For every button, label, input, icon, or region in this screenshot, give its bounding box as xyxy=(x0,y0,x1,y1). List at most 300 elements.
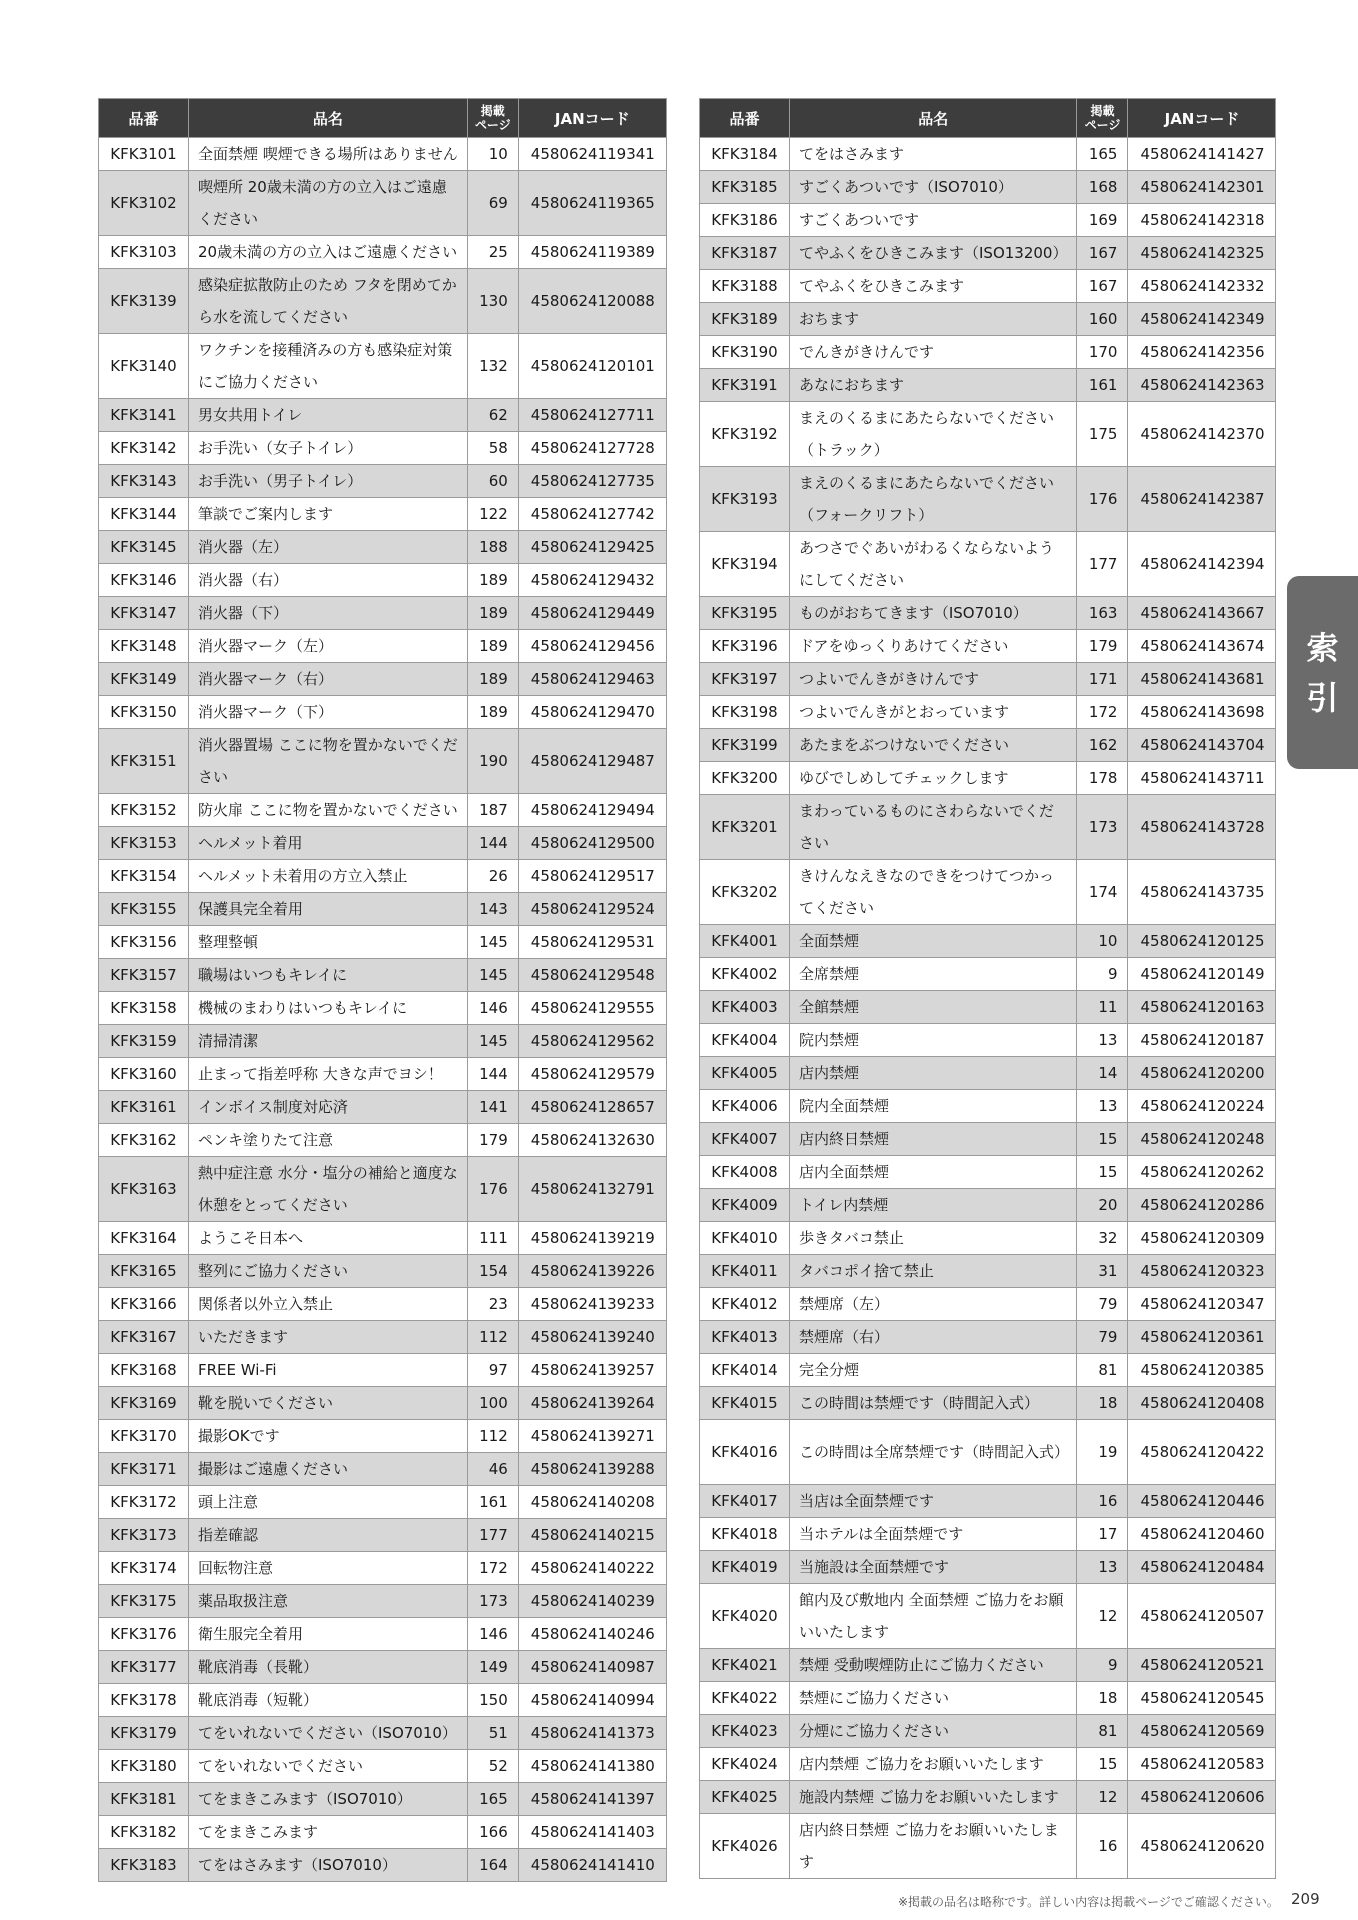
product-code: KFK3191 xyxy=(700,369,790,402)
page-ref: 12 xyxy=(1077,1780,1128,1813)
product-code: KFK3190 xyxy=(700,336,790,369)
table-row xyxy=(99,1058,667,1091)
product-name: 消火器マーク（右） xyxy=(189,663,468,696)
product-name: てをはさみます（ISO7010） xyxy=(189,1849,468,1882)
product-name: まわっているものにさわらないでください xyxy=(790,795,1077,860)
page-ref: 161 xyxy=(1077,369,1128,402)
jan-code: 4580624119389 xyxy=(518,236,666,269)
jan-code: 4580624140215 xyxy=(518,1519,666,1552)
page-ref: 51 xyxy=(467,1717,518,1750)
jan-code: 4580624120262 xyxy=(1128,1156,1276,1189)
jan-code: 4580624120507 xyxy=(1128,1583,1276,1648)
table-row xyxy=(99,531,667,564)
product-code: KFK3197 xyxy=(700,663,790,696)
jan-code: 4580624129449 xyxy=(518,597,666,630)
product-code: KFK4004 xyxy=(700,1024,790,1057)
product-code: KFK4016 xyxy=(700,1420,790,1485)
product-code: KFK4023 xyxy=(700,1714,790,1747)
product-code: KFK3140 xyxy=(99,334,189,399)
jan-code: 4580624142349 xyxy=(1128,303,1276,336)
table-row xyxy=(700,204,1276,237)
page-ref: 79 xyxy=(1077,1288,1128,1321)
page-ref: 187 xyxy=(467,794,518,827)
product-name: 当店は全面禁煙です xyxy=(790,1484,1077,1517)
product-name: 消火器置場 ここに物を置かないでください xyxy=(189,729,468,794)
table-row xyxy=(99,794,667,827)
table-row xyxy=(99,959,667,992)
product-code: KFK3171 xyxy=(99,1453,189,1486)
table-row xyxy=(99,1387,667,1420)
index-table-right xyxy=(699,98,1276,1879)
page-ref: 169 xyxy=(1077,204,1128,237)
product-code: KFK3154 xyxy=(99,860,189,893)
jan-code: 4580624132630 xyxy=(518,1124,666,1157)
product-name: 感染症拡散防止のため フタを閉めてから水を流してください xyxy=(189,269,468,334)
product-name: てをまきこみます xyxy=(189,1816,468,1849)
jan-code: 4580624143728 xyxy=(1128,795,1276,860)
product-name: あたまをぶつけないでください xyxy=(790,729,1077,762)
page-ref: 11 xyxy=(1077,991,1128,1024)
jan-code: 4580624143667 xyxy=(1128,597,1276,630)
product-code: KFK4025 xyxy=(700,1780,790,1813)
page-ref: 189 xyxy=(467,696,518,729)
page-ref: 81 xyxy=(1077,1714,1128,1747)
page-ref: 31 xyxy=(1077,1255,1128,1288)
product-code: KFK4018 xyxy=(700,1517,790,1550)
table-row xyxy=(700,1747,1276,1780)
product-code: KFK3157 xyxy=(99,959,189,992)
product-name: 職場はいつもキレイに xyxy=(189,959,468,992)
jan-code: 4580624120101 xyxy=(518,334,666,399)
page-ref: 9 xyxy=(1077,1648,1128,1681)
jan-code: 4580624120569 xyxy=(1128,1714,1276,1747)
table-row xyxy=(99,564,667,597)
product-name: てやふくをひきこみます（ISO13200） xyxy=(790,237,1077,270)
product-code: KFK3174 xyxy=(99,1552,189,1585)
jan-code: 4580624143698 xyxy=(1128,696,1276,729)
jan-code: 4580624139257 xyxy=(518,1354,666,1387)
jan-code: 4580624120125 xyxy=(1128,925,1276,958)
jan-code: 4580624143704 xyxy=(1128,729,1276,762)
page-ref: 100 xyxy=(467,1387,518,1420)
product-name: 止まって指差呼称 大きな声でヨシ！ xyxy=(189,1058,468,1091)
jan-code: 4580624120347 xyxy=(1128,1288,1276,1321)
jan-code: 4580624139264 xyxy=(518,1387,666,1420)
jan-code: 4580624139271 xyxy=(518,1420,666,1453)
table-row xyxy=(700,1681,1276,1714)
jan-code: 4580624119341 xyxy=(518,138,666,171)
jan-code: 4580624120385 xyxy=(1128,1354,1276,1387)
header-jan: JANコード xyxy=(518,99,666,138)
product-code: KFK3177 xyxy=(99,1651,189,1684)
jan-code: 4580624120446 xyxy=(1128,1484,1276,1517)
page-ref: 172 xyxy=(1077,696,1128,729)
page-ref: 143 xyxy=(467,893,518,926)
product-name: すごくあついです xyxy=(790,204,1077,237)
page-ref: 175 xyxy=(1077,402,1128,467)
table-row xyxy=(99,893,667,926)
table-row xyxy=(700,696,1276,729)
table-row xyxy=(700,336,1276,369)
jan-code: 4580624140987 xyxy=(518,1651,666,1684)
product-name: 靴を脱いでください xyxy=(189,1387,468,1420)
product-code: KFK3178 xyxy=(99,1684,189,1717)
product-code: KFK3166 xyxy=(99,1288,189,1321)
jan-code: 4580624120521 xyxy=(1128,1648,1276,1681)
jan-code: 4580624142301 xyxy=(1128,171,1276,204)
page-ref: 13 xyxy=(1077,1090,1128,1123)
table-row xyxy=(700,729,1276,762)
product-name: あつさでぐあいがわるくならないようにしてください xyxy=(790,532,1077,597)
page-ref: 149 xyxy=(467,1651,518,1684)
page-ref: 176 xyxy=(467,1157,518,1222)
index-table-left xyxy=(98,98,667,1882)
table-row xyxy=(99,1255,667,1288)
product-code: KFK3180 xyxy=(99,1750,189,1783)
jan-code: 4580624120422 xyxy=(1128,1420,1276,1485)
product-name: てやふくをひきこみます xyxy=(790,270,1077,303)
product-name: てをまきこみます（ISO7010） xyxy=(189,1783,468,1816)
page-ref: 18 xyxy=(1077,1387,1128,1420)
product-name: この時間は禁煙です（時間記入式） xyxy=(790,1387,1077,1420)
jan-code: 4580624142325 xyxy=(1128,237,1276,270)
product-code: KFK4019 xyxy=(700,1550,790,1583)
page-ref: 176 xyxy=(1077,467,1128,532)
product-name: おちます xyxy=(790,303,1077,336)
product-name: てをいれないでください（ISO7010） xyxy=(189,1717,468,1750)
jan-code: 4580624129494 xyxy=(518,794,666,827)
product-name: お手洗い（女子トイレ） xyxy=(189,432,468,465)
product-code: KFK4021 xyxy=(700,1648,790,1681)
page-ref: 132 xyxy=(467,334,518,399)
table-row xyxy=(99,1849,667,1882)
page-ref: 179 xyxy=(1077,630,1128,663)
product-name: 当施設は全面禁煙です xyxy=(790,1550,1077,1583)
jan-code: 4580624128657 xyxy=(518,1091,666,1124)
page-ref: 79 xyxy=(1077,1321,1128,1354)
product-name: 全面禁煙 喫煙できる場所はありません xyxy=(189,138,468,171)
product-code: KFK4001 xyxy=(700,925,790,958)
product-code: KFK3196 xyxy=(700,630,790,663)
jan-code: 4580624129470 xyxy=(518,696,666,729)
table-row xyxy=(700,1648,1276,1681)
table-row xyxy=(700,925,1276,958)
jan-code: 4580624120200 xyxy=(1128,1057,1276,1090)
jan-code: 4580624141427 xyxy=(1128,138,1276,171)
product-name: ヘルメット着用 xyxy=(189,827,468,860)
product-name: まえのくるまにあたらないでください（フォークリフト） xyxy=(790,467,1077,532)
table-row xyxy=(99,630,667,663)
product-code: KFK3145 xyxy=(99,531,189,564)
product-code: KFK3194 xyxy=(700,532,790,597)
index-side-tab[interactable] xyxy=(1287,576,1358,769)
product-name: トイレ内禁煙 xyxy=(790,1189,1077,1222)
table-row xyxy=(99,498,667,531)
table-row xyxy=(99,597,667,630)
product-code: KFK3163 xyxy=(99,1157,189,1222)
table-row xyxy=(700,860,1276,925)
jan-code: 4580624139288 xyxy=(518,1453,666,1486)
jan-code: 4580624129517 xyxy=(518,860,666,893)
product-name: 施設内禁煙 ご協力をお願いいたします xyxy=(790,1780,1077,1813)
product-name: 店内全面禁煙 xyxy=(790,1156,1077,1189)
product-name: 関係者以外立入禁止 xyxy=(189,1288,468,1321)
table-row xyxy=(99,1519,667,1552)
page-ref: 26 xyxy=(467,860,518,893)
product-code: KFK3102 xyxy=(99,171,189,236)
product-name: 消火器マーク（左） xyxy=(189,630,468,663)
page-ref: 144 xyxy=(467,1058,518,1091)
product-name: ドアをゆっくりあけてください xyxy=(790,630,1077,663)
table-row xyxy=(700,1156,1276,1189)
table-header-row xyxy=(99,99,667,138)
jan-code: 4580624143674 xyxy=(1128,630,1276,663)
table-row xyxy=(700,1321,1276,1354)
table-header-row xyxy=(700,99,1276,138)
jan-code: 4580624129463 xyxy=(518,663,666,696)
page-ref: 111 xyxy=(467,1222,518,1255)
product-code: KFK4007 xyxy=(700,1123,790,1156)
page-ref: 145 xyxy=(467,959,518,992)
side-tab-char-1: 索 xyxy=(1306,628,1339,667)
page-ref: 162 xyxy=(1077,729,1128,762)
page-ref: 32 xyxy=(1077,1222,1128,1255)
table-row xyxy=(99,269,667,334)
product-code: KFK4017 xyxy=(700,1484,790,1517)
product-name: この時間は全席禁煙です（時間記入式） xyxy=(790,1420,1077,1485)
jan-code: 4580624119365 xyxy=(518,171,666,236)
product-name: 回転物注意 xyxy=(189,1552,468,1585)
table-row xyxy=(700,762,1276,795)
page-ref: 141 xyxy=(467,1091,518,1124)
page-ref: 189 xyxy=(467,630,518,663)
product-name: 全面禁煙 xyxy=(790,925,1077,958)
jan-code: 4580624140208 xyxy=(518,1486,666,1519)
table-row xyxy=(700,402,1276,467)
product-name: 熱中症注意 水分・塩分の補給と適度な休憩をとってください xyxy=(189,1157,468,1222)
page-ref: 23 xyxy=(467,1288,518,1321)
product-name: 全席禁煙 xyxy=(790,958,1077,991)
page-ref: 167 xyxy=(1077,237,1128,270)
product-name: 歩きタバコ禁止 xyxy=(790,1222,1077,1255)
jan-code: 4580624129432 xyxy=(518,564,666,597)
jan-code: 4580624120545 xyxy=(1128,1681,1276,1714)
side-tab-char-2: 引 xyxy=(1306,678,1339,717)
product-code: KFK3170 xyxy=(99,1420,189,1453)
page-ref: 164 xyxy=(467,1849,518,1882)
jan-code: 4580624120583 xyxy=(1128,1747,1276,1780)
jan-code: 4580624129562 xyxy=(518,1025,666,1058)
page-ref: 16 xyxy=(1077,1484,1128,1517)
product-name: 消火器（下） xyxy=(189,597,468,630)
table-row xyxy=(700,1354,1276,1387)
jan-code: 4580624140246 xyxy=(518,1618,666,1651)
table-row xyxy=(700,369,1276,402)
product-code: KFK3187 xyxy=(700,237,790,270)
product-code: KFK3195 xyxy=(700,597,790,630)
product-name: 分煙にご協力ください xyxy=(790,1714,1077,1747)
product-name: あなにおちます xyxy=(790,369,1077,402)
product-name: 禁煙 受動喫煙防止にご協力ください xyxy=(790,1648,1077,1681)
product-name: 機械のまわりはいつもキレイに xyxy=(189,992,468,1025)
product-name: 院内禁煙 xyxy=(790,1024,1077,1057)
product-code: KFK3165 xyxy=(99,1255,189,1288)
page-ref: 177 xyxy=(1077,532,1128,597)
table-row xyxy=(700,1123,1276,1156)
table-row xyxy=(99,1091,667,1124)
product-code: KFK3155 xyxy=(99,893,189,926)
table-row xyxy=(700,597,1276,630)
jan-code: 4580624141397 xyxy=(518,1783,666,1816)
page-ref: 189 xyxy=(467,663,518,696)
product-code: KFK3189 xyxy=(700,303,790,336)
product-name: 禁煙席（右） xyxy=(790,1321,1077,1354)
page-ref: 188 xyxy=(467,531,518,564)
table-row xyxy=(700,1222,1276,1255)
table-row xyxy=(700,1387,1276,1420)
page-ref: 60 xyxy=(467,465,518,498)
product-code: KFK3176 xyxy=(99,1618,189,1651)
product-name: 靴底消毒（短靴） xyxy=(189,1684,468,1717)
page-ref: 179 xyxy=(467,1124,518,1157)
table-row xyxy=(700,991,1276,1024)
table-row xyxy=(99,1321,667,1354)
jan-code: 4580624142387 xyxy=(1128,467,1276,532)
product-name: 店内終日禁煙 ご協力をお願いいたします xyxy=(790,1813,1077,1878)
table-row xyxy=(700,663,1276,696)
jan-code: 4580624120323 xyxy=(1128,1255,1276,1288)
page-ref: 178 xyxy=(1077,762,1128,795)
jan-code: 4580624140239 xyxy=(518,1585,666,1618)
jan-code: 4580624127735 xyxy=(518,465,666,498)
jan-code: 4580624129531 xyxy=(518,926,666,959)
product-name: 店内禁煙 xyxy=(790,1057,1077,1090)
jan-code: 4580624129548 xyxy=(518,959,666,992)
page-ref: 160 xyxy=(1077,303,1128,336)
product-code: KFK3168 xyxy=(99,1354,189,1387)
jan-code: 4580624120361 xyxy=(1128,1321,1276,1354)
product-code: KFK3149 xyxy=(99,663,189,696)
product-name: FREE Wi-Fi xyxy=(189,1354,468,1387)
product-name: 館内及び敷地内 全面禁煙 ご協力をお願いいたします xyxy=(790,1583,1077,1648)
table-row xyxy=(99,663,667,696)
product-name: 喫煙所 20歳未満の方の立入はご遠慮ください xyxy=(189,171,468,236)
product-name: すごくあついです（ISO7010） xyxy=(790,171,1077,204)
header-name: 品名 xyxy=(189,99,468,138)
product-code: KFK3202 xyxy=(700,860,790,925)
table-row xyxy=(700,1780,1276,1813)
table-row xyxy=(99,1420,667,1453)
product-code: KFK3146 xyxy=(99,564,189,597)
jan-code: 4580624132791 xyxy=(518,1157,666,1222)
table-row xyxy=(99,465,667,498)
page-ref: 58 xyxy=(467,432,518,465)
jan-code: 4580624139240 xyxy=(518,1321,666,1354)
product-code: KFK4015 xyxy=(700,1387,790,1420)
product-code: KFK3151 xyxy=(99,729,189,794)
table-row xyxy=(99,1585,667,1618)
product-name: でんきがきけんです xyxy=(790,336,1077,369)
product-code: KFK3147 xyxy=(99,597,189,630)
table-row xyxy=(700,1484,1276,1517)
page-ref: 165 xyxy=(467,1783,518,1816)
jan-code: 4580624142356 xyxy=(1128,336,1276,369)
product-code: KFK4010 xyxy=(700,1222,790,1255)
jan-code: 4580624142318 xyxy=(1128,204,1276,237)
page-ref: 97 xyxy=(467,1354,518,1387)
product-name: 薬品取扱注意 xyxy=(189,1585,468,1618)
product-code: KFK4026 xyxy=(700,1813,790,1878)
product-code: KFK4002 xyxy=(700,958,790,991)
page-ref: 9 xyxy=(1077,958,1128,991)
product-name: ゆびでしめしてチェックします xyxy=(790,762,1077,795)
page-ref: 167 xyxy=(1077,270,1128,303)
product-name: ようこそ日本へ xyxy=(189,1222,468,1255)
jan-code: 4580624120149 xyxy=(1128,958,1276,991)
jan-code: 4580624129579 xyxy=(518,1058,666,1091)
page-ref: 122 xyxy=(467,498,518,531)
product-code: KFK3185 xyxy=(700,171,790,204)
table-row xyxy=(99,926,667,959)
product-name: いただきます xyxy=(189,1321,468,1354)
product-code: KFK3159 xyxy=(99,1025,189,1058)
page-ref: 25 xyxy=(467,236,518,269)
jan-code: 4580624120484 xyxy=(1128,1550,1276,1583)
table-row xyxy=(99,696,667,729)
product-code: KFK3150 xyxy=(99,696,189,729)
jan-code: 4580624129487 xyxy=(518,729,666,794)
jan-code: 4580624141380 xyxy=(518,1750,666,1783)
product-code: KFK3156 xyxy=(99,926,189,959)
table-row xyxy=(99,1354,667,1387)
product-name: 店内終日禁煙 xyxy=(790,1123,1077,1156)
product-name: 禁煙にご協力ください xyxy=(790,1681,1077,1714)
product-name: インボイス制度対応済 xyxy=(189,1091,468,1124)
product-code: KFK3101 xyxy=(99,138,189,171)
jan-code: 4580624141410 xyxy=(518,1849,666,1882)
jan-code: 4580624120088 xyxy=(518,269,666,334)
product-name: つよいでんきがとおっています xyxy=(790,696,1077,729)
product-code: KFK4022 xyxy=(700,1681,790,1714)
page-ref: 10 xyxy=(467,138,518,171)
table-row xyxy=(700,1090,1276,1123)
table-row xyxy=(700,1813,1276,1878)
jan-code: 4580624142332 xyxy=(1128,270,1276,303)
page-ref: 165 xyxy=(1077,138,1128,171)
table-row xyxy=(99,1618,667,1651)
page-ref: 52 xyxy=(467,1750,518,1783)
page-ref: 19 xyxy=(1077,1420,1128,1485)
product-name: 消火器（左） xyxy=(189,531,468,564)
product-code: KFK3169 xyxy=(99,1387,189,1420)
footnote: ※掲載の品名は略称です。詳しい内容は掲載ページでご確認ください。 xyxy=(898,1895,1279,1909)
jan-code: 4580624120163 xyxy=(1128,991,1276,1024)
table-row xyxy=(99,1816,667,1849)
jan-code: 4580624120606 xyxy=(1128,1780,1276,1813)
product-code: KFK3139 xyxy=(99,269,189,334)
jan-code: 4580624120309 xyxy=(1128,1222,1276,1255)
table-row xyxy=(99,1552,667,1585)
product-name: 男女共用トイレ xyxy=(189,399,468,432)
product-code: KFK3143 xyxy=(99,465,189,498)
product-name: 完全分煙 xyxy=(790,1354,1077,1387)
jan-code: 4580624140994 xyxy=(518,1684,666,1717)
jan-code: 4580624129524 xyxy=(518,893,666,926)
product-name: 整列にご協力ください xyxy=(189,1255,468,1288)
product-name: 靴底消毒（長靴） xyxy=(189,1651,468,1684)
table-row xyxy=(99,1157,667,1222)
page-ref: 170 xyxy=(1077,336,1128,369)
